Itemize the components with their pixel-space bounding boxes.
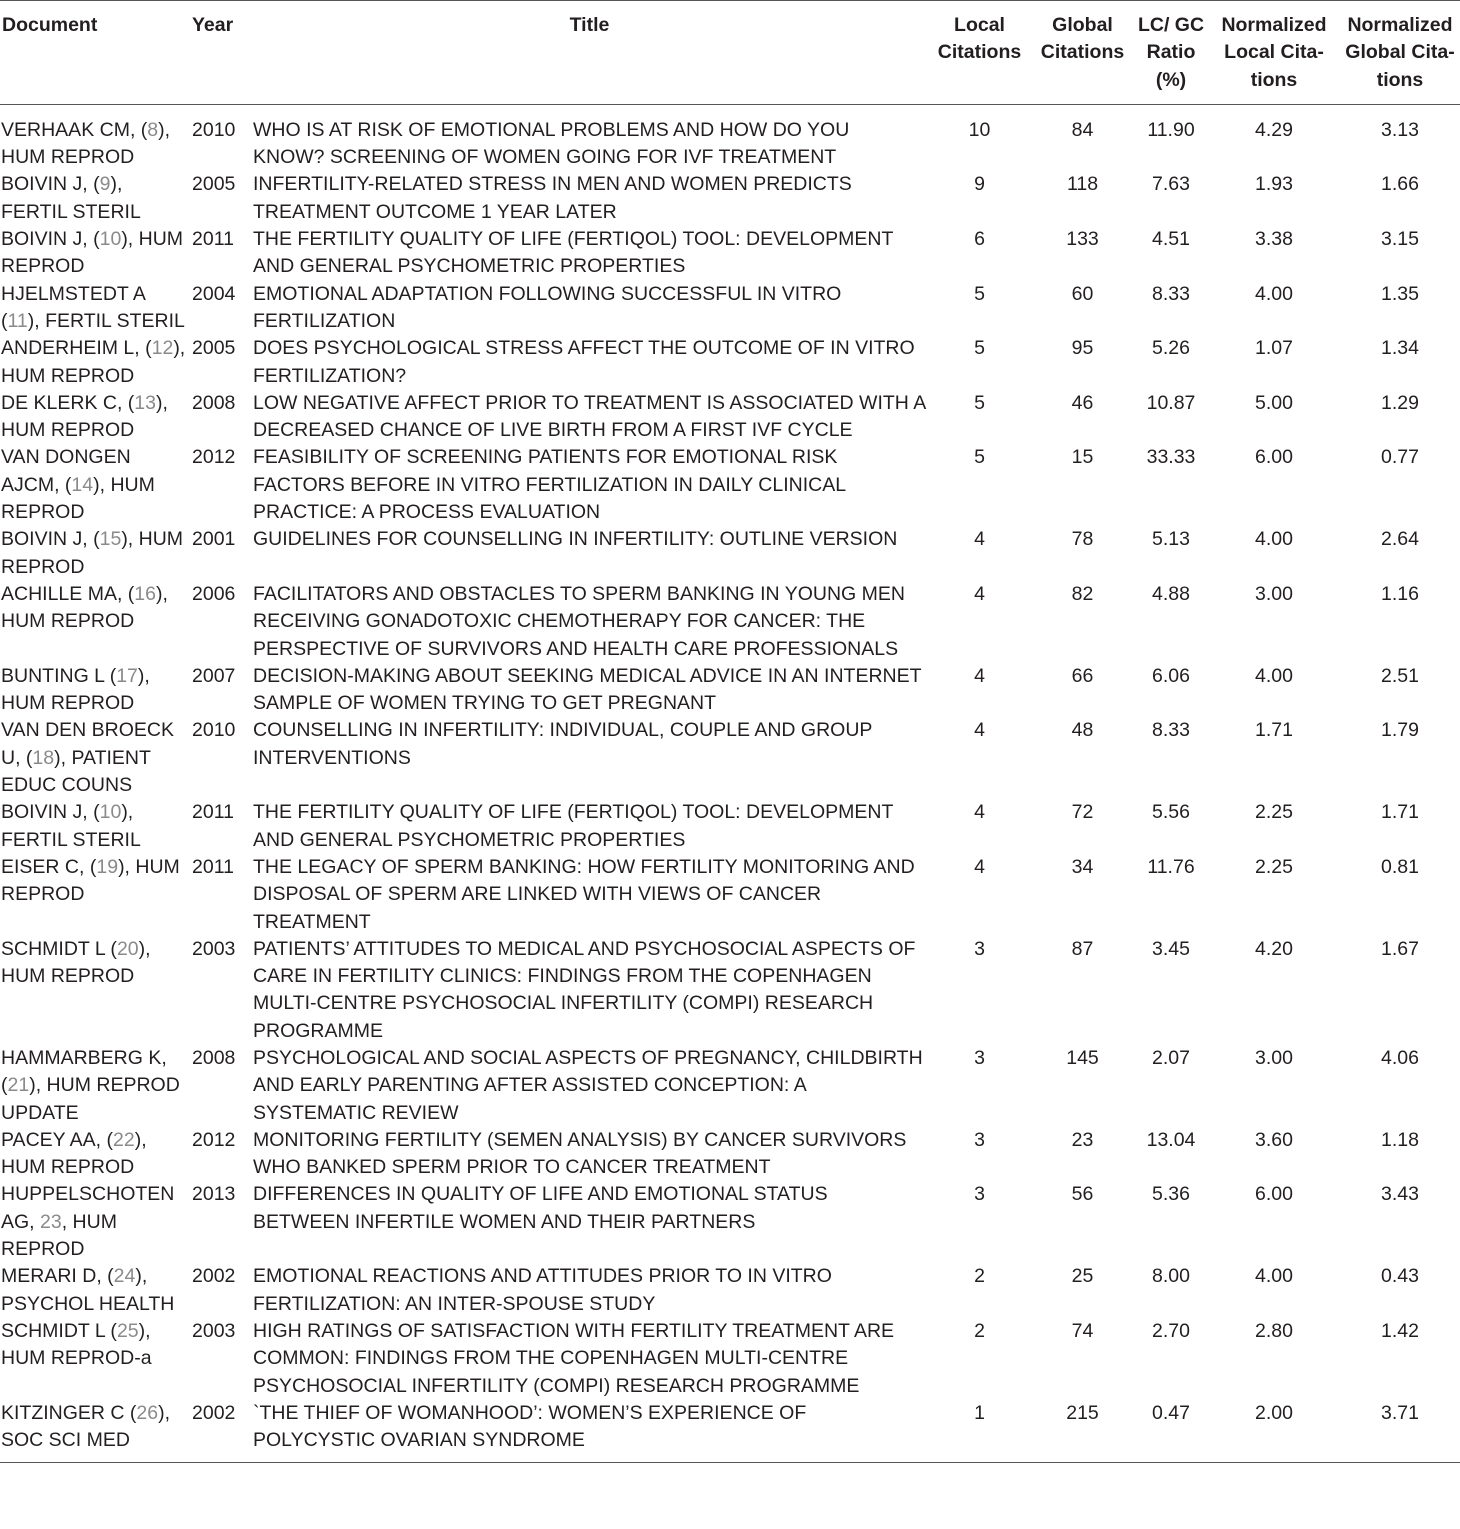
reference-number: 25: [116, 1319, 139, 1342]
document-text: DE KLERK C, (: [1, 391, 135, 414]
cell-normalized-local: 2.25: [1255, 855, 1293, 878]
cell-normalized-local: 3.60: [1255, 1128, 1293, 1151]
cell-lc-gc-ratio: 2.70: [1152, 1319, 1190, 1342]
header-document: Document: [2, 14, 98, 36]
cell-normalized-local: 2.80: [1255, 1319, 1293, 1342]
cell-local-citations: 3: [974, 1183, 985, 1206]
header-normalized-local: Normalized Local Cita- tions: [1221, 14, 1327, 91]
table-row: [0, 1318, 1460, 1400]
cell-title: PATIENTS’ ATTITUDES TO MEDICAL AND PSYCHOSOCIAL ASPECTS OF CARE IN FERTILITY CLINICS: FINDINGS FROM THE COPENHAGEN MULTI-CENTRE PSYCHOSOCIAL INFERTILITY (COMPI) RESEARCH PROGRAMME: [253, 937, 916, 1042]
cell-lc-gc-ratio: 13.04: [1146, 1128, 1196, 1151]
cell-local-citations: 4: [974, 582, 985, 605]
document-text: HAMMARBERG K, (: [1, 1046, 167, 1097]
cell-normalized-global: 1.79: [1381, 719, 1419, 742]
document-text: BOIVIN J, (: [1, 228, 100, 251]
reference-number: 17: [116, 664, 138, 687]
cell-global-citations: 25: [1071, 1265, 1094, 1288]
cell-local-citations: 5: [974, 337, 985, 360]
reference-number: 24: [113, 1265, 136, 1288]
document-text: ), HUM REPROD UPDATE: [1, 1074, 180, 1124]
reference-number: 23: [40, 1210, 62, 1233]
cell-title: THE FERTILITY QUALITY OF LIFE (FERTIQOL) TOOL: DEVELOPMENT AND GENERAL PSYCHOMETRIC PROPERTIES: [253, 801, 894, 851]
reference-number: 21: [7, 1074, 30, 1097]
document-text: ), FERTIL STERIL: [1, 801, 141, 851]
cell-year: 2011: [192, 801, 234, 824]
cell-local-citations: 4: [974, 719, 985, 742]
reference-number: 26: [136, 1401, 159, 1424]
document-text: BUNTING L (: [1, 664, 117, 687]
document-text: ), HUM REPROD: [1, 855, 180, 906]
document-text: PACEY AA, (: [1, 1128, 113, 1151]
cell-global-citations: 60: [1071, 282, 1094, 305]
table-row: [0, 854, 1460, 936]
document-text: ), HUM REPROD: [1, 1128, 147, 1179]
cell-global-citations: 48: [1071, 719, 1094, 742]
cell-document: [0, 663, 190, 718]
table-row: [0, 281, 1460, 336]
document-text: ANDERHEIM L, (: [1, 337, 152, 360]
document-text: KITZINGER C (: [1, 1401, 137, 1424]
cell-year: 2012: [192, 1128, 236, 1151]
cell-title: `THE THIEF OF WOMANHOOD’: WOMEN’S EXPERIENCE OF POLYCYSTIC OVARIAN SYNDROME: [253, 1401, 807, 1452]
reference-number: 13: [134, 391, 156, 414]
cell-title: LOW NEGATIVE AFFECT PRIOR TO TREATMENT IS ASSOCIATED WITH A DECREASED CHANCE OF LIVE BIRTH FROM A FIRST IVF CYCLE: [253, 391, 926, 442]
cell-lc-gc-ratio: 2.07: [1152, 1046, 1190, 1069]
table-row: [0, 104, 1460, 171]
document-text: ), HUM REPROD: [1, 664, 150, 715]
cell-local-citations: 6: [974, 228, 985, 251]
cell-year: 2001: [192, 528, 236, 551]
reference-number: 12: [151, 337, 174, 360]
cell-normalized-global: 2.64: [1381, 528, 1419, 551]
cell-normalized-global: 3.15: [1381, 228, 1419, 251]
cell-normalized-local: 1.07: [1255, 337, 1293, 360]
cell-global-citations: 34: [1071, 855, 1094, 878]
cell-normalized-local: 1.93: [1255, 173, 1293, 196]
cell-local-citations: 4: [974, 801, 985, 824]
cell-normalized-global: 3.71: [1381, 1401, 1419, 1424]
cell-year: 2003: [192, 937, 236, 960]
document-text: MERARI D, (: [1, 1265, 114, 1288]
document-text: BOIVIN J, (: [1, 173, 100, 196]
table-body: [0, 104, 1460, 1463]
cell-title: FEASIBILITY OF SCREENING PATIENTS FOR EMOTIONAL RISK FACTORS BEFORE IN VITRO FERTILIZATION IN DAILY CLINICAL PRACTICE: A PROCESS EVALUATION: [253, 446, 846, 524]
cell-year: 2005: [192, 337, 236, 360]
reference-number: 18: [32, 746, 55, 769]
table-row: [0, 335, 1460, 390]
cell-year: 2002: [192, 1401, 236, 1424]
document-text: ), HUM REPROD: [1, 228, 184, 278]
cell-lc-gc-ratio: 0.47: [1152, 1401, 1190, 1424]
cell-normalized-global: 0.81: [1381, 855, 1419, 878]
cell-global-citations: 72: [1071, 801, 1094, 824]
cell-local-citations: 3: [974, 937, 985, 960]
cell-normalized-global: 4.06: [1381, 1046, 1419, 1069]
cell-year: 2007: [192, 664, 236, 687]
cell-title: DOES PSYCHOLOGICAL STRESS AFFECT THE OUTCOME OF IN VITRO FERTILIZATION?: [253, 337, 915, 387]
cell-normalized-global: 1.67: [1381, 937, 1419, 960]
cell-document: [0, 171, 190, 226]
cell-document: [0, 581, 190, 663]
table-row: [0, 444, 1460, 526]
cell-year: 2011: [192, 228, 234, 251]
reference-number: 11: [7, 309, 28, 332]
document-text: ), HUM REPROD: [1, 528, 184, 578]
document-text: HUPPELSCHOTEN AG,: [1, 1183, 175, 1233]
cell-document: [0, 1127, 190, 1182]
header-normalized-global: Normalized Global Cita- tions: [1345, 14, 1455, 91]
cell-lc-gc-ratio: 5.36: [1152, 1183, 1190, 1206]
cell-normalized-global: 3.43: [1381, 1183, 1419, 1206]
cell-local-citations: 3: [974, 1046, 985, 1069]
cell-year: 2008: [192, 1046, 236, 1069]
document-text: ), HUM REPROD: [1, 473, 155, 524]
cell-normalized-global: 2.51: [1381, 664, 1419, 687]
cell-title: WHO IS AT RISK OF EMOTIONAL PROBLEMS AND HOW DO YOU KNOW? SCREENING OF WOMEN GOING FOR IVF TREATMENT: [253, 118, 850, 169]
cell-title: EMOTIONAL ADAPTATION FOLLOWING SUCCESSFUL IN VITRO FERTILIZATION: [253, 282, 842, 332]
cell-global-citations: 84: [1071, 118, 1094, 141]
cell-year: 2002: [192, 1265, 236, 1288]
cell-local-citations: 10: [968, 118, 991, 141]
cell-title: INFERTILITY-RELATED STRESS IN MEN AND WOMEN PREDICTS TREATMENT OUTCOME 1 YEAR LATER: [253, 173, 852, 223]
cell-year: 2005: [192, 173, 236, 196]
cell-document: [0, 1181, 190, 1263]
cell-global-citations: 95: [1071, 337, 1094, 360]
cell-document: [0, 1045, 190, 1127]
cell-title: FACILITATORS AND OBSTACLES TO SPERM BANKING IN YOUNG MEN RECEIVING GONADOTOXIC CHEMOTHERAPY FOR CANCER: THE PERSPECTIVE OF SURVIVORS AND HEALTH CARE PROFESSIONALS: [253, 582, 905, 660]
reference-number: 9: [99, 173, 111, 196]
document-text: BOIVIN J, (: [1, 528, 100, 551]
cell-global-citations: 46: [1071, 391, 1094, 414]
document-text: ), HUM REPROD-a: [1, 1319, 152, 1370]
header-local-citations: Local Citations: [937, 14, 1022, 64]
header-lc-gc-ratio: LC/ GC Ratio (%): [1137, 14, 1205, 91]
cell-normalized-local: 3.38: [1255, 228, 1293, 251]
cell-local-citations: 2: [974, 1265, 985, 1288]
cell-global-citations: 215: [1066, 1401, 1099, 1424]
cell-normalized-local: 2.00: [1255, 1401, 1293, 1424]
reference-number: 10: [99, 228, 122, 251]
cell-local-citations: 4: [974, 528, 985, 551]
cell-normalized-local: 3.00: [1255, 582, 1293, 605]
header-year: Year: [192, 14, 234, 36]
table-row: [0, 717, 1460, 799]
cell-title: COUNSELLING IN INFERTILITY: INDIVIDUAL, COUPLE AND GROUP INTERVENTIONS: [253, 719, 873, 769]
cell-lc-gc-ratio: 8.00: [1152, 1265, 1190, 1288]
cell-normalized-global: 1.29: [1381, 391, 1419, 414]
document-text: SCHMIDT L (: [1, 1319, 117, 1342]
cell-local-citations: 3: [974, 1128, 985, 1151]
cell-global-citations: 66: [1071, 664, 1094, 687]
document-text: ), SOC SCI MED: [1, 1401, 171, 1452]
table-row: [0, 1127, 1460, 1182]
document-text: SCHMIDT L (: [1, 937, 117, 960]
document-text: ), FERTIL STERIL: [27, 309, 185, 332]
table-row: [0, 171, 1460, 226]
cell-document: [0, 936, 190, 1045]
cell-year: 2010: [192, 118, 236, 141]
cell-normalized-local: 4.20: [1255, 937, 1293, 960]
cell-document: [0, 226, 190, 281]
cell-year: 2004: [192, 282, 236, 305]
cell-global-citations: 118: [1066, 173, 1099, 196]
cell-normalized-global: 0.43: [1381, 1265, 1419, 1288]
cell-year: 2003: [192, 1319, 236, 1342]
cell-normalized-global: 3.13: [1381, 118, 1419, 141]
cell-local-citations: 9: [974, 173, 985, 196]
cell-normalized-global: 1.42: [1381, 1319, 1419, 1342]
table-row: [0, 663, 1460, 718]
cell-global-citations: 74: [1071, 1319, 1094, 1342]
cell-lc-gc-ratio: 5.13: [1152, 528, 1190, 551]
cell-normalized-local: 1.71: [1255, 719, 1293, 742]
table-row: [0, 1045, 1460, 1127]
cell-document: [0, 390, 190, 445]
cell-document: [0, 717, 190, 799]
cell-normalized-local: 4.00: [1255, 1265, 1293, 1288]
cell-lc-gc-ratio: 7.63: [1152, 173, 1190, 196]
reference-number: 15: [99, 528, 122, 551]
cell-normalized-global: 1.16: [1381, 582, 1419, 605]
cell-normalized-global: 1.34: [1381, 337, 1419, 360]
cell-title: GUIDELINES FOR COUNSELLING IN INFERTILITY: OUTLINE VERSION: [253, 528, 898, 551]
cell-normalized-global: 1.35: [1381, 282, 1419, 305]
cell-title: THE LEGACY OF SPERM BANKING: HOW FERTILITY MONITORING AND DISPOSAL OF SPERM ARE LINKED WITH VIEWS OF CANCER TREATMENT: [253, 855, 915, 933]
header-title: Title: [569, 14, 610, 36]
document-text: ACHILLE MA, (: [1, 582, 135, 605]
cell-document: [0, 854, 190, 936]
cell-normalized-local: 5.00: [1255, 391, 1293, 414]
document-text: ), HUM REPROD: [1, 937, 151, 988]
cell-title: DIFFERENCES IN QUALITY OF LIFE AND EMOTIONAL STATUS BETWEEN INFERTILE WOMEN AND THEIR PARTNERS: [253, 1183, 828, 1233]
cell-normalized-local: 6.00: [1255, 1183, 1293, 1206]
cell-global-citations: 56: [1071, 1183, 1094, 1206]
cell-global-citations: 133: [1066, 228, 1099, 251]
cell-normalized-global: 1.18: [1381, 1128, 1419, 1151]
cell-lc-gc-ratio: 8.33: [1152, 719, 1190, 742]
cell-lc-gc-ratio: 11.76: [1147, 855, 1195, 878]
cell-global-citations: 145: [1066, 1046, 1099, 1069]
cell-title: DECISION-MAKING ABOUT SEEKING MEDICAL ADVICE IN AN INTERNET SAMPLE OF WOMEN TRYING TO GET PREGNANT: [253, 664, 922, 715]
reference-number: 19: [96, 855, 119, 878]
cell-lc-gc-ratio: 4.88: [1152, 582, 1190, 605]
cell-title: MONITORING FERTILITY (SEMEN ANALYSIS) BY CANCER SURVIVORS WHO BANKED SPERM PRIOR TO CANCER TREATMENT: [253, 1128, 907, 1179]
cell-local-citations: 1: [974, 1401, 985, 1424]
cell-document: [0, 799, 190, 854]
cell-normalized-local: 3.00: [1255, 1046, 1293, 1069]
cell-normalized-global: 1.66: [1381, 173, 1419, 196]
cell-normalized-local: 2.25: [1255, 801, 1293, 824]
cell-normalized-local: 4.00: [1255, 282, 1293, 305]
cell-lc-gc-ratio: 3.45: [1152, 937, 1190, 960]
cell-document: [0, 1400, 190, 1463]
table-row: [0, 1263, 1460, 1318]
cell-normalized-local: 4.00: [1255, 664, 1293, 687]
document-text: ), HUM REPROD: [1, 118, 171, 169]
cell-lc-gc-ratio: 33.33: [1146, 446, 1196, 469]
table-header: [0, 1, 1460, 105]
reference-number: 22: [113, 1128, 135, 1151]
document-text: ), FERTIL STERIL: [1, 173, 141, 223]
document-text: HJELMSTEDT A (: [1, 282, 145, 332]
cell-normalized-local: 4.00: [1255, 528, 1293, 551]
cell-document: [0, 335, 190, 390]
cell-local-citations: 5: [974, 446, 985, 469]
cell-document: [0, 1318, 190, 1400]
cell-lc-gc-ratio: 5.56: [1152, 801, 1190, 824]
header-global-citations: Global Citations: [1040, 14, 1125, 64]
cell-normalized-global: 1.71: [1381, 801, 1419, 824]
cell-local-citations: 4: [974, 855, 985, 878]
cell-local-citations: 2: [974, 1319, 985, 1342]
cell-lc-gc-ratio: 10.87: [1146, 391, 1196, 414]
cell-lc-gc-ratio: 8.33: [1152, 282, 1190, 305]
cell-global-citations: 15: [1071, 446, 1094, 469]
cell-lc-gc-ratio: 6.06: [1152, 664, 1190, 687]
table-row: [0, 1400, 1460, 1463]
cell-document: [0, 1263, 190, 1318]
document-text: ), PSYCHOL HEALTH: [1, 1265, 175, 1315]
cell-document: [0, 526, 190, 581]
table-row: [0, 799, 1460, 854]
cell-title: HIGH RATINGS OF SATISFACTION WITH FERTILITY TREATMENT ARE COMMON: FINDINGS FROM THE COPENHAGEN MULTI-CENTRE PSYCHOSOCIAL INFERTILITY (COMPI) RESEARCH PROGRAMME: [253, 1319, 895, 1397]
document-text: VAN DONGEN AJCM, (: [1, 446, 131, 496]
cell-normalized-global: 0.77: [1381, 446, 1419, 469]
document-text: ), PATIENT EDUC COUNS: [1, 746, 151, 797]
table-row: [0, 390, 1460, 445]
cell-global-citations: 78: [1071, 528, 1094, 551]
table-row: [0, 1181, 1460, 1263]
cell-title: THE FERTILITY QUALITY OF LIFE (FERTIQOL) TOOL: DEVELOPMENT AND GENERAL PSYCHOMETRIC PROPERTIES: [253, 228, 894, 278]
document-text: ), HUM REPROD: [1, 337, 186, 387]
table-row: [0, 581, 1460, 663]
cell-year: 2012: [192, 446, 236, 469]
cell-document: [0, 281, 190, 336]
document-text: VERHAAK CM, (: [1, 118, 148, 141]
cell-global-citations: 23: [1071, 1128, 1094, 1151]
document-text: , HUM REPROD: [1, 1210, 117, 1261]
cell-year: 2013: [192, 1183, 236, 1206]
reference-number: 20: [116, 937, 139, 960]
cell-year: 2010: [192, 719, 236, 742]
cell-local-citations: 5: [974, 282, 985, 305]
cell-year: 2006: [192, 582, 236, 605]
cell-document: [0, 444, 190, 526]
cell-normalized-local: 4.29: [1255, 118, 1293, 141]
reference-number: 10: [99, 801, 122, 824]
document-text: EISER C, (: [1, 855, 97, 878]
cell-lc-gc-ratio: 5.26: [1152, 337, 1190, 360]
cell-title: PSYCHOLOGICAL AND SOCIAL ASPECTS OF PREGNANCY, CHILDBIRTH AND EARLY PARENTING AFTER ASSISTED CONCEPTION: A SYSTEMATIC REVIEW: [253, 1046, 923, 1124]
cell-local-citations: 4: [974, 664, 985, 687]
document-text: VAN DEN BROECK U, (: [1, 719, 175, 769]
document-text: BOIVIN J, (: [1, 801, 100, 824]
cell-year: 2011: [192, 855, 234, 878]
cell-global-citations: 82: [1071, 582, 1094, 605]
reference-number: 16: [134, 582, 156, 605]
cell-document: [0, 104, 190, 171]
table-row: [0, 226, 1460, 281]
table-row: [0, 526, 1460, 581]
cell-year: 2008: [192, 391, 236, 414]
table-row: [0, 936, 1460, 1045]
cell-lc-gc-ratio: 4.51: [1152, 228, 1190, 251]
cell-global-citations: 87: [1071, 937, 1094, 960]
cell-lc-gc-ratio: 11.90: [1147, 118, 1195, 141]
reference-number: 14: [71, 473, 94, 496]
document-text: ), HUM REPROD: [1, 391, 168, 442]
cell-normalized-local: 6.00: [1255, 446, 1293, 469]
document-text: ), HUM REPROD: [1, 582, 168, 633]
reference-number: 8: [147, 118, 159, 141]
cell-local-citations: 5: [974, 391, 985, 414]
cell-title: EMOTIONAL REACTIONS AND ATTITUDES PRIOR TO IN VITRO FERTILIZATION: AN INTER-SPOUSE STUDY: [253, 1265, 832, 1315]
